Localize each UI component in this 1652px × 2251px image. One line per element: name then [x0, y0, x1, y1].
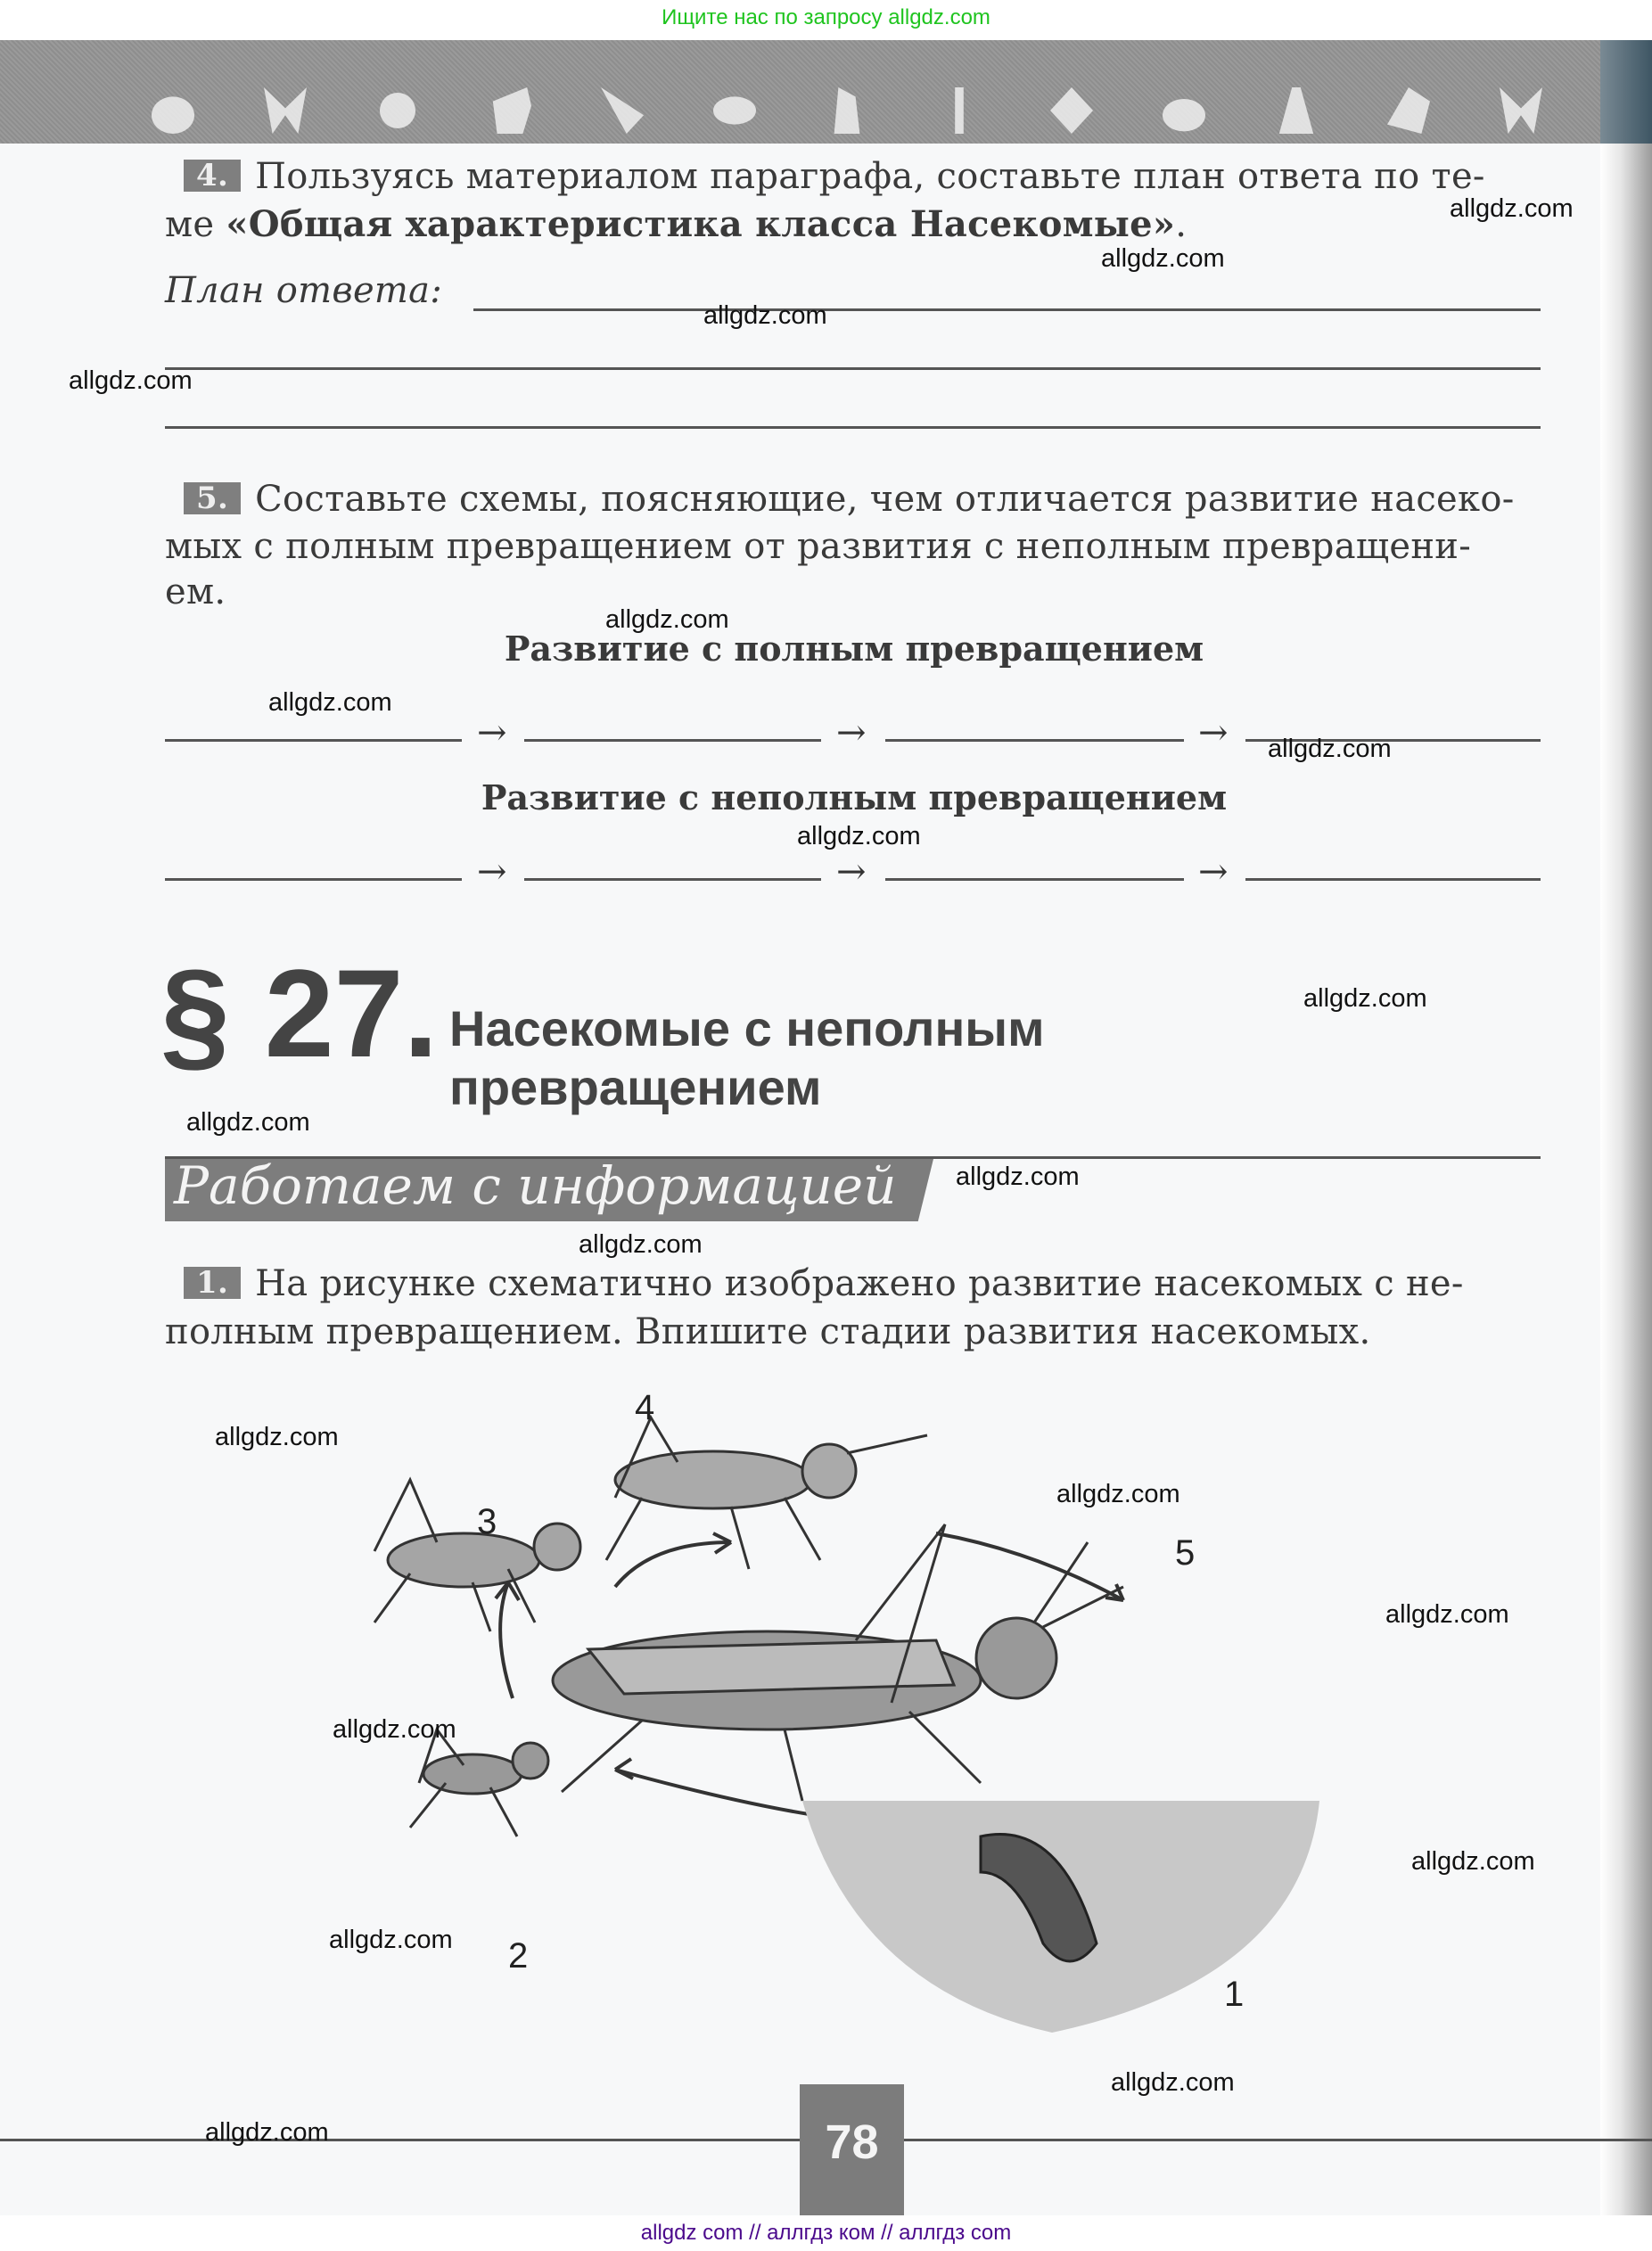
- task4-text: Пользуясь материалом параграфа, составьте план ответа по те-: [255, 156, 1485, 197]
- watermark: allgdz.com: [1303, 984, 1427, 1013]
- arrow-4-to-5: [936, 1533, 1123, 1600]
- watermark: allgdz.com: [1411, 1847, 1535, 1876]
- arrow-right-icon: →: [477, 851, 507, 892]
- task4-topic: «Общая характеристика класса Насекомые»: [226, 203, 1176, 245]
- watermark: allgdz.com: [215, 1423, 339, 1451]
- watermark: allgdz.com: [69, 366, 193, 395]
- scheme2-blank-3[interactable]: [885, 878, 1184, 881]
- ostrich-icon: [1275, 87, 1318, 134]
- nymph-stage-2: [410, 1729, 548, 1836]
- task4-number: 4.: [184, 160, 241, 192]
- arrow-2-to-3: [500, 1582, 513, 1698]
- scheme1-blank-1[interactable]: [165, 739, 462, 742]
- stage-label-2: 2: [508, 1936, 529, 1976]
- watermark: allgdz.com: [703, 301, 827, 330]
- task5-line3: ем.: [165, 571, 226, 612]
- kangaroo-icon: [1387, 87, 1430, 134]
- moth-icon: [1500, 87, 1542, 134]
- answer-line-1[interactable]: [473, 308, 1541, 311]
- watermark: allgdz.com: [956, 1162, 1080, 1191]
- page-number: 78: [800, 2084, 904, 2215]
- scheme1-title: Развитие с полным превращением: [504, 628, 1204, 669]
- stage-label-5: 5: [1175, 1533, 1196, 1573]
- watermark: allgdz.com: [579, 1230, 703, 1259]
- task4-text-suffix: .: [1175, 204, 1188, 245]
- arrow-right-icon: →: [477, 712, 507, 753]
- stage-label-3: 3: [477, 1502, 497, 1541]
- task5-line1: [184, 476, 1515, 522]
- animal-silhouettes: [152, 67, 1542, 134]
- scheme1-blank-2[interactable]: [524, 739, 821, 742]
- watermark: allgdz.com: [1268, 735, 1392, 763]
- watermark: allgdz.com: [333, 1715, 456, 1744]
- task1-number: 1.: [184, 1267, 241, 1299]
- stage-label-4: 4: [635, 1388, 655, 1427]
- butterfly-icon: [264, 87, 307, 134]
- task4-line2: [165, 201, 1187, 248]
- arrow-right-icon: →: [1198, 712, 1229, 753]
- task1-line1: [184, 1261, 1464, 1307]
- scheme2-blank-2[interactable]: [524, 878, 821, 881]
- boar-icon: [1163, 87, 1205, 134]
- book-spine-top: [1600, 40, 1652, 144]
- section-title-line2: превращением: [449, 1059, 822, 1115]
- arrow-3-to-4: [615, 1542, 731, 1587]
- nymph-stage-4: [606, 1417, 927, 1569]
- task1-text: На рисунке схематично изображено развитие насекомых с не-: [255, 1263, 1464, 1304]
- bison-icon: [152, 87, 194, 134]
- watermark: allgdz.com: [797, 822, 921, 850]
- watermark: allgdz.com: [1450, 194, 1574, 223]
- task5-text: Составьте схемы, поясняющие, чем отличается развитие насеко-: [255, 479, 1515, 520]
- horse-icon: [489, 87, 531, 134]
- watermark: allgdz.com: [1385, 1600, 1509, 1629]
- task1-line2: полным превращением. Впишите стадии развития насекомых.: [165, 1311, 1371, 1352]
- info-band-title: Работаем с информацией: [174, 1155, 897, 1216]
- watermark: allgdz.com: [205, 2118, 329, 2147]
- plan-label: План ответа:: [165, 270, 443, 311]
- book-spine-shadow: [1600, 40, 1652, 2215]
- antelope-icon: [826, 87, 868, 134]
- insect-icon: [1050, 87, 1093, 134]
- top-banner-text: Ищите нас по запросу allgdz.com: [662, 5, 990, 29]
- answer-line-2[interactable]: [165, 367, 1541, 370]
- section-number: § 27.: [160, 943, 439, 1083]
- scheme1-blank-3[interactable]: [885, 739, 1184, 742]
- task4-line1: [184, 153, 1485, 200]
- task5-line2: мых с полным превращением от развития с неполным превращени-: [165, 526, 1472, 567]
- scheme2-title: Развитие с неполным превращением: [481, 777, 1228, 817]
- watermark: allgdz.com: [1056, 1480, 1180, 1508]
- arrow-right-icon: →: [836, 712, 867, 753]
- scorpion-icon: [376, 87, 419, 134]
- task4-text-prefix: ме: [165, 204, 226, 245]
- stage-label-1: 1: [1224, 1975, 1245, 2014]
- watermark: allgdz.com: [186, 1108, 310, 1137]
- watermark: allgdz.com: [329, 1926, 453, 1954]
- section-title-line1: Насекомые с неполным: [449, 1000, 1045, 1056]
- heron-icon: [938, 87, 981, 134]
- bird-icon: [601, 87, 644, 134]
- task5-number: 5.: [184, 482, 241, 514]
- watermark: allgdz.com: [605, 605, 729, 634]
- watermark: allgdz.com: [1111, 2068, 1235, 2097]
- watermark: allgdz.com: [268, 688, 392, 717]
- scheme2-blank-1[interactable]: [165, 878, 462, 881]
- arrow-right-icon: →: [1198, 851, 1229, 892]
- dolphin-icon: [713, 87, 756, 134]
- arrowhead-icon: [615, 1759, 633, 1779]
- arrow-right-icon: →: [836, 851, 867, 892]
- footer-text: allgdz com // аллгдз ком // аллгдз com: [0, 2215, 1652, 2251]
- watermark: allgdz.com: [1101, 244, 1225, 273]
- scheme2-blank-4[interactable]: [1245, 878, 1541, 881]
- answer-line-3[interactable]: [165, 426, 1541, 429]
